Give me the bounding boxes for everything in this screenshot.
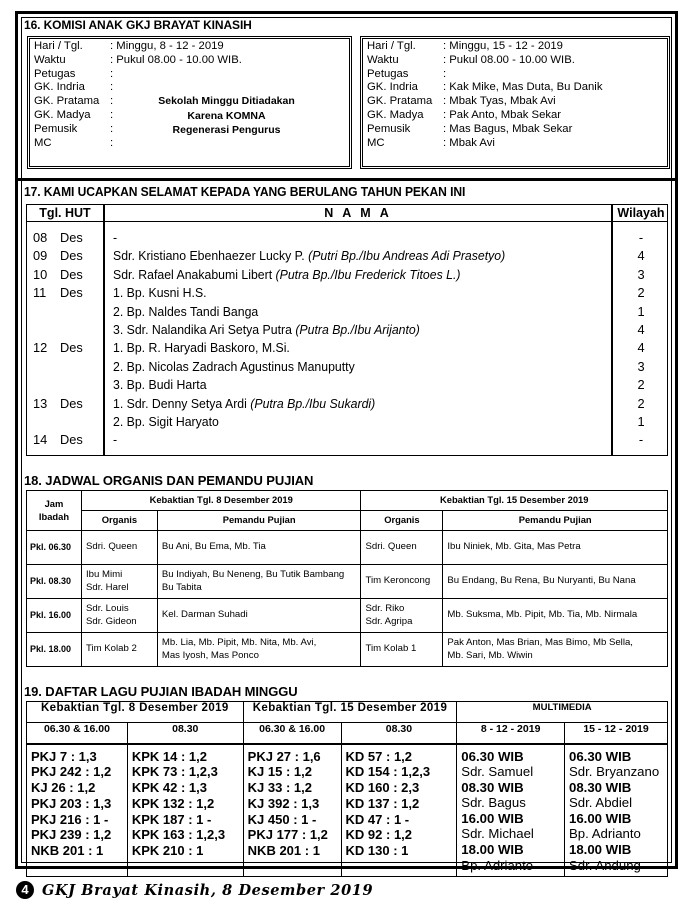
song: PKJ 7 : 1,3	[31, 748, 97, 764]
service-time: Pkl. 08.30	[27, 565, 82, 599]
row-label: Hari / Tgl.	[34, 40, 83, 52]
mm-person: Sdr. Michael	[461, 826, 534, 842]
service-time: Pkl. 18.00	[27, 633, 82, 667]
person	[113, 284, 207, 302]
song: KPK 163 : 1,2,3	[131, 827, 226, 843]
song: KPK 42 : 1,3	[131, 780, 207, 796]
song: KJ 33 : 1,2	[247, 780, 312, 796]
row-label: Petugas	[367, 67, 409, 80]
row-value: : Mbak Tyas, Mbak Avi	[443, 95, 556, 108]
row-label: GK. Indria	[34, 81, 85, 94]
person	[113, 395, 375, 413]
section-title: 17. KAMI UCAPKAN SELAMAT KEPADA YANG BERULANG TAHUN PEKAN INI	[24, 184, 466, 199]
person-name: 3. Sdr. Nalandika Ari Setya Putra	[113, 321, 292, 337]
row-value: : Pukul 08.00 - 10.00 WIB.	[443, 53, 575, 66]
person-name: 2. Bp. Sigit Haryato	[113, 413, 219, 429]
song: KD 57 : 1,2	[345, 748, 413, 764]
region: 3	[637, 358, 645, 374]
song: PKJ 27 : 1,6	[247, 748, 321, 764]
person-note: (Putra Bp./Ibu Arijanto)	[295, 321, 420, 337]
row-value: :	[110, 95, 114, 108]
month: Des	[60, 266, 83, 282]
table-row	[27, 744, 668, 877]
header-organist: Organis	[361, 511, 443, 531]
mm-person: Sdr. Bryanzano	[569, 764, 660, 780]
person	[113, 431, 117, 449]
header-time	[27, 491, 82, 531]
footer-text: GKJ Brayat Kinasih, 8 Desember 2019	[42, 881, 374, 899]
mm-person: Sdr. Samuel	[461, 764, 534, 780]
section-komisi-anak	[20, 16, 673, 176]
region: 4	[637, 321, 645, 337]
row-value: : Pukul 08.00 - 10.00 WIB.	[110, 53, 242, 66]
multimedia-8-dec	[457, 744, 565, 877]
song: NKB 201 : 1	[247, 843, 320, 859]
region: -	[638, 432, 644, 448]
table-row	[27, 358, 667, 376]
cell-line: Sdr. Riko	[365, 603, 405, 614]
cell-line: Ibu Mimi	[85, 569, 123, 580]
song: KJ 450 : 1 -	[247, 811, 317, 827]
mm-time: 06.30 WIB	[461, 748, 524, 764]
header-service-2: Kebaktian Tgl. 15 Desember 2019	[361, 491, 668, 511]
region: 2	[637, 395, 645, 411]
header-leaders: Pemandu Pujian	[157, 511, 361, 531]
song: KD 160 : 2,3	[345, 780, 420, 796]
table-row	[27, 431, 667, 449]
schedule-row	[367, 40, 663, 54]
mm-time: 16.00 WIB	[569, 810, 632, 826]
row-value: :	[110, 108, 114, 121]
organist-8-dec	[81, 633, 157, 667]
song-table	[26, 701, 668, 877]
person-name: -	[113, 230, 118, 245]
leaders-8-dec	[157, 599, 361, 633]
day: 13	[33, 395, 48, 411]
row-value: : Minggu, 15 - 12 - 2019	[443, 40, 563, 52]
mm-person: Bp. Adrianto	[569, 826, 641, 842]
song: KPK 14 : 1,2	[131, 748, 207, 764]
subheader: 08.30	[341, 723, 457, 744]
schedule-row	[34, 137, 345, 151]
cell-line: Sdri. Queen	[85, 541, 138, 553]
schedule-row	[34, 68, 345, 82]
person	[113, 321, 420, 339]
cell-line: Sdr. Harel	[85, 581, 129, 593]
song: PKJ 239 : 1,2	[31, 827, 112, 843]
cell-line: Bu Ani, Bu Ema, Mb. Tia	[161, 541, 266, 553]
row-label: Hari / Tgl.	[367, 40, 416, 52]
cell-line: Sdr. Agripa	[365, 615, 413, 627]
page-number-badge: 4	[16, 881, 34, 899]
table-row	[27, 247, 667, 265]
mm-time: 08.30 WIB	[569, 779, 632, 795]
mm-time: 18.00 WIB	[461, 842, 524, 858]
month: Des	[60, 432, 83, 448]
song: KD 154 : 1,2,3	[345, 764, 431, 780]
schedule-row	[367, 68, 663, 82]
table-row	[27, 376, 667, 394]
page-footer	[16, 875, 373, 905]
header-time-line: Jam	[44, 498, 64, 509]
notice-line: Sekolah Minggu Ditiadakan	[158, 95, 295, 107]
mm-time: 08.30 WIB	[461, 779, 524, 795]
schedule-row	[34, 40, 345, 54]
person-name: Sdr. Kristiano Ebenhaezer Lucky P.	[113, 248, 305, 264]
cell-line: Ibu Niniek, Mb. Gita, Mas Petra	[447, 541, 581, 553]
section-title: 16. KOMISI ANAK GKJ BRAYAT KINASIH	[24, 18, 252, 32]
organist-15-dec	[361, 531, 443, 565]
subheader: 8 - 12 - 2019	[457, 723, 565, 744]
song: KD 130 : 1	[345, 843, 409, 859]
organist-15-dec	[361, 565, 443, 599]
song: PKJ 216 : 1 -	[31, 811, 109, 827]
song: KJ 26 : 1,2	[31, 780, 96, 796]
leaders-15-dec	[443, 599, 668, 633]
header-service-2: Kebaktian Tgl. 15 Desember 2019	[243, 702, 457, 723]
row-value: : Minggu, 8 - 12 - 2019	[110, 40, 224, 52]
header-service-1: Kebaktian Tgl. 8 Desember 2019	[81, 491, 361, 511]
mm-time: 06.30 WIB	[569, 748, 632, 764]
table-row	[27, 339, 667, 357]
table-row	[27, 266, 667, 284]
person	[113, 358, 355, 376]
leaders-15-dec	[443, 565, 668, 599]
birthday-rows	[27, 229, 667, 450]
row-label: Petugas	[34, 67, 76, 80]
day: 12	[33, 340, 48, 356]
region: 4	[637, 248, 645, 264]
row-value: : Kak Mike, Mas Duta, Bu Danik	[443, 81, 603, 94]
organist-8-dec	[81, 599, 157, 633]
birthday-table	[26, 204, 668, 456]
cell-line: Mb. Suksma, Mb. Pipit, Mb. Tia, Mb. Nirmala	[447, 609, 638, 621]
subheader: 06.30 & 16.00	[243, 723, 341, 744]
leaders-8-dec	[157, 531, 361, 565]
song: KJ 15 : 1,2	[247, 764, 312, 780]
song: KD 47 : 1 -	[345, 811, 410, 827]
cell-line: Tim Kolab 2	[85, 643, 137, 655]
person	[113, 376, 207, 394]
cell-line: Bu Indiyah, Bu Neneng, Bu Tutik Bambang	[161, 569, 345, 580]
organist-15-dec	[361, 599, 443, 633]
leaders-15-dec	[443, 633, 668, 667]
organist-8-dec	[81, 531, 157, 565]
subheader: 08.30	[127, 723, 243, 744]
notice-line: Regenerasi Pengurus	[172, 124, 281, 136]
leaders-8-dec	[157, 565, 361, 599]
notice-line: Karena KOMNA	[187, 109, 266, 122]
person	[113, 339, 290, 357]
person-name: 1. Bp. R. Haryadi Baskoro, M.Si.	[113, 340, 290, 356]
song: KJ 392 : 1,3	[247, 795, 320, 811]
schedule-row	[367, 137, 663, 151]
row-label: GK. Pratama	[34, 95, 100, 108]
table-subheader-row	[27, 511, 668, 531]
multimedia-15-dec	[565, 744, 668, 877]
service-time: Pkl. 16.00	[27, 599, 82, 633]
row-label: GK. Madya	[367, 108, 424, 121]
song: KD 137 : 1,2	[345, 795, 420, 811]
row-value: :	[110, 122, 114, 135]
table-row	[27, 303, 667, 321]
row-label: Waktu	[367, 53, 399, 66]
header-time-line: Ibadah	[38, 510, 70, 522]
region: 1	[637, 303, 645, 319]
row-label: GK. Pratama	[367, 95, 433, 108]
month: Des	[60, 248, 83, 264]
day: 09	[33, 248, 48, 264]
table-header-row	[27, 702, 668, 723]
row-value: :	[443, 67, 447, 80]
table-row	[27, 413, 667, 431]
month: Des	[60, 395, 83, 411]
person-note: (Putra Bp./Ibu Sukardi)	[250, 395, 376, 411]
table-header-row	[27, 491, 668, 511]
person-name: 1. Bp. Kusni H.S.	[113, 285, 207, 301]
song-list-15dec-0830	[341, 744, 457, 877]
song-list-8dec-0630	[27, 744, 128, 877]
row-value: : Mbak Avi	[443, 136, 495, 149]
day: 08	[33, 230, 48, 245]
table-row	[27, 633, 668, 667]
schedule-row	[367, 54, 663, 68]
region: -	[638, 230, 644, 245]
row-value: : Mas Bagus, Mbak Sekar	[443, 122, 573, 135]
row-label: GK. Madya	[34, 108, 91, 121]
person-name: Sdr. Rafael Anakabumi Libert	[113, 266, 273, 282]
cell-line: Sdr. Gideon	[85, 615, 137, 627]
person-name: 3. Bp. Budi Harta	[113, 377, 207, 393]
person-name: 2. Bp. Naldes Tandi Banga	[113, 303, 259, 319]
mm-person: Sdr. Bagus	[461, 795, 526, 811]
person-note: (Putri Bp./Ibu Andreas Adi Prasetyo)	[308, 248, 506, 264]
song: NKB 201 : 1	[31, 843, 104, 859]
organist-table	[26, 490, 668, 667]
table-row	[27, 229, 667, 247]
mm-time: 16.00 WIB	[461, 810, 524, 826]
person	[113, 247, 505, 265]
subheader: 06.30 & 16.00	[27, 723, 128, 744]
song: KPK 73 : 1,2,3	[131, 764, 218, 780]
cell-line: Kel. Darman Suhadi	[161, 609, 248, 621]
cell-line: Sdri. Queen	[365, 541, 417, 553]
table-row	[27, 284, 667, 302]
organist-15-dec	[361, 633, 443, 667]
cell-line: Sdr. Louis	[85, 603, 129, 614]
song: KPK 132 : 1,2	[131, 795, 215, 811]
table-row	[27, 321, 667, 339]
row-label: Pemusik	[34, 122, 78, 135]
person	[113, 229, 117, 247]
table-subheader-row	[27, 723, 668, 744]
schedule-row	[34, 54, 345, 68]
header-organist: Organis	[81, 511, 157, 531]
region: 1	[637, 413, 645, 429]
song: PKJ 177 : 1,2	[247, 827, 328, 843]
row-value: :	[110, 136, 114, 149]
cell-line: Pak Anton, Mas Brian, Mas Bimo, Mb Sella,	[447, 637, 633, 648]
leaders-15-dec	[443, 531, 668, 565]
person-name: 2. Bp. Nicolas Zadrach Agustinus Manuputty	[113, 358, 355, 374]
region: 2	[637, 377, 645, 393]
leaders-8-dec	[157, 633, 361, 667]
schedule-box-8-dec	[27, 36, 352, 169]
row-label: Waktu	[34, 53, 66, 66]
section-divider	[18, 178, 675, 181]
row-label: MC	[34, 136, 52, 149]
subheader: 15 - 12 - 2019	[565, 723, 668, 744]
table-row	[27, 565, 668, 599]
schedule-row	[367, 123, 663, 137]
person	[113, 413, 219, 431]
cell-line: Bu Endang, Bu Rena, Bu Nuryanti, Bu Nana	[447, 575, 636, 587]
organist-8-dec	[81, 565, 157, 599]
header-region: Wilayah	[617, 206, 665, 220]
row-label: Pemusik	[367, 122, 411, 135]
table-row	[27, 395, 667, 413]
header-multimedia: MULTIMEDIA	[457, 702, 668, 723]
song: PKJ 203 : 1,3	[31, 795, 112, 811]
cell-line: Bu Tabita	[161, 581, 202, 593]
day: 11	[33, 285, 47, 301]
song: PKJ 242 : 1,2	[31, 764, 112, 780]
cell-line: Tim Kolab 1	[365, 643, 417, 655]
song: KD 92 : 1,2	[345, 827, 413, 843]
row-label: GK. Indria	[367, 81, 418, 94]
header-name: N A M A	[324, 206, 392, 220]
row-label: MC	[367, 136, 385, 149]
mm-person: Sdr. Andung	[569, 857, 641, 873]
section-title: 18. JADWAL ORGANIS DAN PEMANDU PUJIAN	[24, 473, 314, 488]
person-note: (Putra Bp./Ibu Frederick Titoes L.)	[275, 266, 461, 282]
person-name: -	[113, 432, 118, 448]
table-header	[27, 205, 667, 222]
row-value: : Pak Anto, Mbak Sekar	[443, 108, 562, 121]
cancellation-notice	[124, 94, 329, 138]
person-name: 1. Sdr. Denny Setya Ardi	[113, 395, 247, 411]
song: KPK 210 : 1	[131, 843, 204, 859]
month: Des	[60, 340, 83, 356]
row-value: :	[110, 81, 114, 94]
header-service-1: Kebaktian Tgl. 8 Desember 2019	[27, 702, 244, 723]
mm-person: Bp. Adrianto	[461, 857, 534, 873]
cell-line: Mb. Sari, Mb. Wiwin	[447, 649, 533, 661]
service-time: Pkl. 06.30	[27, 531, 82, 565]
schedule-row	[367, 81, 663, 95]
month: Des	[60, 285, 83, 301]
cell-line: Mas Iyosh, Mas Ponco	[161, 649, 259, 661]
header-leaders: Pemandu Pujian	[443, 511, 668, 531]
person	[113, 303, 258, 321]
song-list-8dec-0830	[127, 744, 243, 877]
table-row	[27, 599, 668, 633]
row-value: :	[110, 67, 114, 80]
region: 4	[637, 340, 645, 356]
cell-line: Tim Keroncong	[365, 575, 431, 587]
table-row	[27, 531, 668, 565]
schedule-row	[367, 109, 663, 123]
mm-time: 18.00 WIB	[569, 842, 632, 858]
header-date: Tgl. HUT	[39, 206, 91, 220]
schedule-row	[367, 95, 663, 109]
cell-line: Mb. Lia, Mb. Pipit, Mb. Nita, Mb. Avi,	[161, 637, 317, 648]
song: KPK 187 : 1 -	[131, 811, 212, 827]
mm-person: Sdr. Abdiel	[569, 795, 633, 811]
person	[113, 266, 460, 284]
region: 3	[637, 266, 645, 282]
section-title: 19. DAFTAR LAGU PUJIAN IBADAH MINGGU	[24, 684, 298, 699]
schedule-box-15-dec	[360, 36, 670, 169]
day: 14	[33, 432, 48, 448]
region: 2	[637, 285, 645, 301]
month: Des	[60, 230, 83, 245]
day: 10	[33, 266, 48, 282]
song-list-15dec-0630	[243, 744, 341, 877]
